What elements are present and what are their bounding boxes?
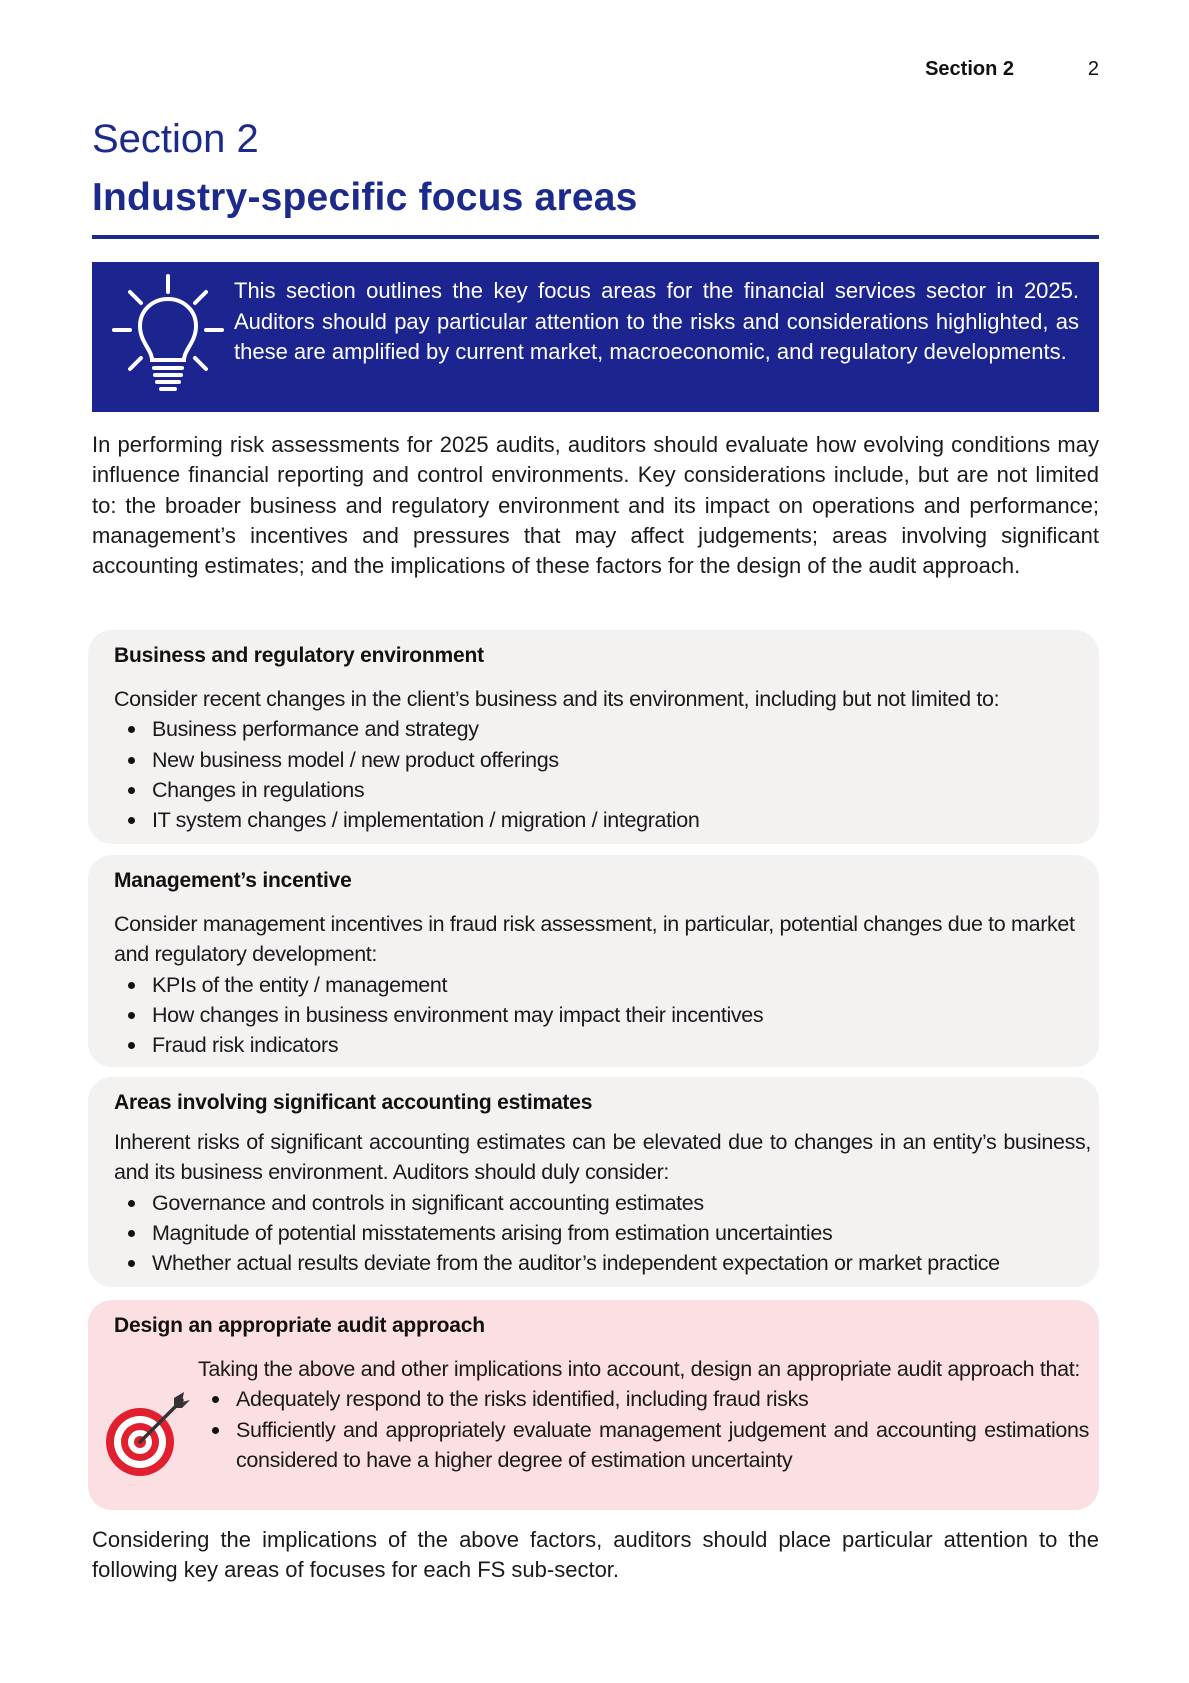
list-item: New business model / new product offerings	[152, 745, 1091, 775]
card-intro: Taking the above and other implications into account, design an appropriate audit approach that:	[198, 1357, 1080, 1381]
list-item: Governance and controls in significant accounting estimates	[152, 1188, 1091, 1218]
intro-text: This section outlines the key focus areas for the financial services sector in 2025. Auditors should pay particular attention to the risks and considerations highlighted, as these are amplified by current market, macroeconomic, and regulatory developments.	[234, 278, 1079, 364]
card-significant-accounting-estimates	[88, 1077, 1099, 1287]
body-paragraph-risk-assessment: In performing risk assessments for 2025 audits, auditors should evaluate how evolving conditions may influence financial reporting and control environments. Key considerations include, but are not limited to: the broader business and regulatory environment and its impact on operations and performance; management’s incentives and pressures that may affect judgements; areas involving significant accounting estimates; and the implications of these factors for the design of the audit approach.	[92, 432, 1099, 579]
card-management-incentive	[88, 855, 1099, 1067]
page-number: 2	[1087, 58, 1099, 80]
page-title: Industry-specific focus areas	[92, 176, 638, 219]
list-item: How changes in business environment may impact their incentives	[152, 1000, 1091, 1030]
card-audit-approach	[88, 1300, 1099, 1510]
list-item: Whether actual results deviate from the auditor’s independent expectation or market practice	[152, 1248, 1091, 1278]
list-item: Adequately respond to the risks identified, including fraud risks	[236, 1384, 1089, 1414]
bullet-list	[114, 1188, 1091, 1279]
list-item: Fraud risk indicators	[152, 1030, 1091, 1060]
bullet-list	[114, 970, 1091, 1061]
list-item: KPIs of the entity / management	[152, 970, 1091, 1000]
list-item: Changes in regulations	[152, 775, 1091, 805]
list-item: Business performance and strategy	[152, 714, 1091, 744]
body-paragraph-conclusion: Considering the implications of the above factors, auditors should place particular attention to the following key areas of focuses for each FS sub-sector.	[92, 1527, 1099, 1583]
target-icon	[104, 1388, 194, 1478]
card-intro: Inherent risks of significant accounting estimates can be elevated due to changes in an entity’s business, and its business environment. Auditors should duly consider:	[114, 1130, 1091, 1185]
card-intro: Consider management incentives in fraud risk assessment, in particular, potential changes due to market and regulatory development:	[114, 912, 1075, 967]
card-title: Design an appropriate audit approach	[114, 1314, 485, 1337]
lightbulb-icon	[106, 272, 226, 402]
card-intro: Consider recent changes in the client’s business and its environment, including but not limited to:	[114, 687, 1000, 711]
running-header	[0, 58, 1189, 88]
card-title: Management’s incentive	[114, 869, 352, 892]
list-item: Sufficiently and appropriately evaluate management judgement and accounting estimations considered to have a higher degree of estimation uncertainty	[236, 1415, 1089, 1476]
title-divider	[92, 235, 1099, 239]
bullet-list	[114, 714, 1091, 835]
bullet-list	[198, 1384, 1089, 1475]
card-title: Business and regulatory environment	[114, 644, 484, 667]
card-business-regulatory-environment	[88, 630, 1099, 844]
running-header-section: Section 2	[925, 58, 1014, 80]
section-label: Section 2	[92, 117, 259, 161]
intro-callout	[92, 262, 1099, 412]
list-item: IT system changes / implementation / migration / integration	[152, 805, 1091, 835]
card-title: Areas involving significant accounting estimates	[114, 1091, 593, 1114]
list-item: Magnitude of potential misstatements arising from estimation uncertainties	[152, 1218, 1091, 1248]
